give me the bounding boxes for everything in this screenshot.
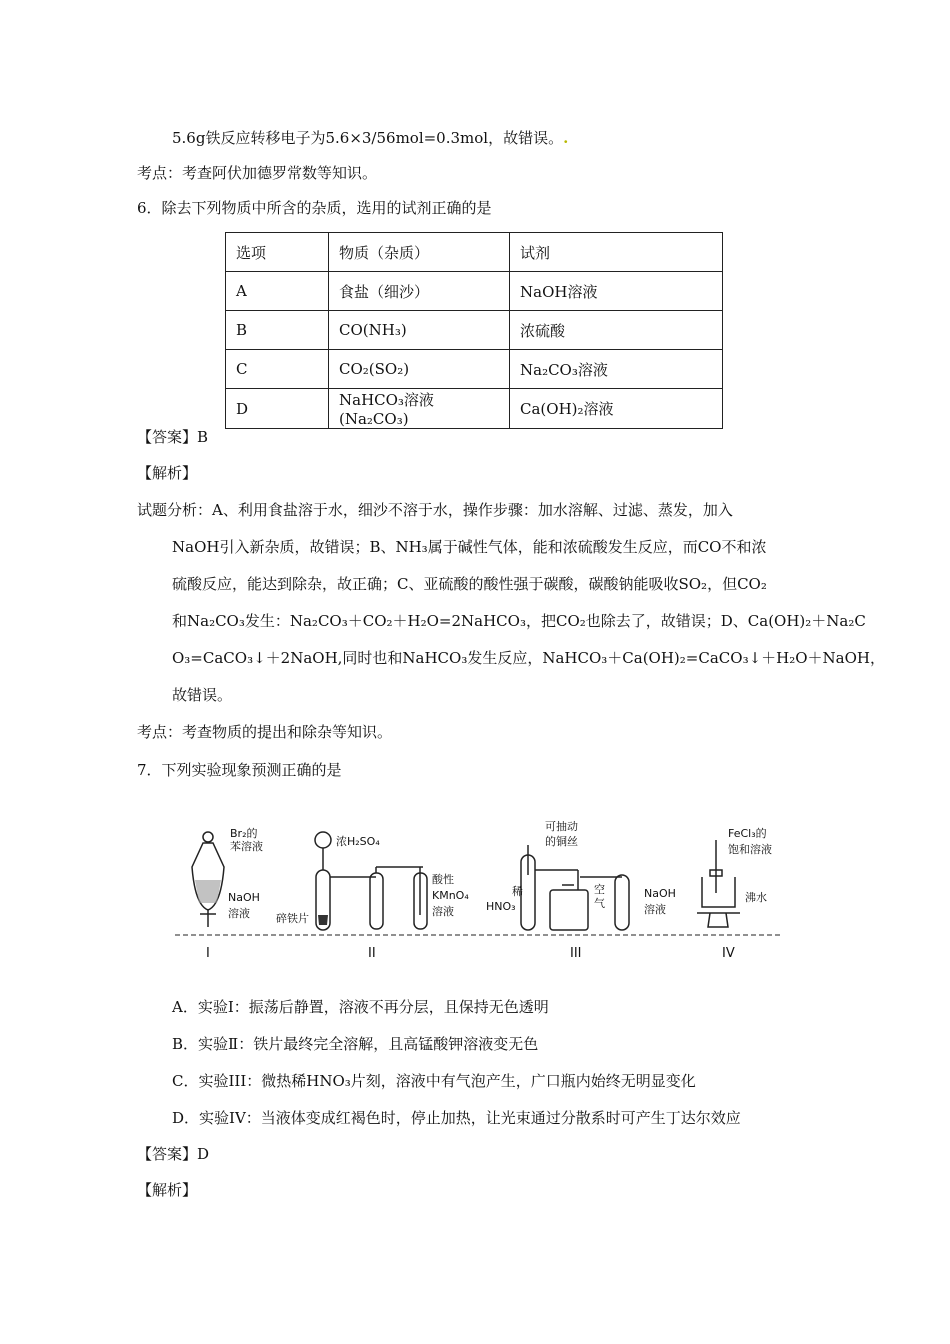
q6-analysis-line: NaOH引入新杂质，故错误；B、NH₃属于碱性气体，能和浓硫酸发生反应，而CO不和浓 xyxy=(172,538,767,556)
q7-title: 7．下列实验现象预测正确的是 xyxy=(137,761,342,779)
fig-label: 饱和溶液 xyxy=(728,843,772,856)
q7-option-b: B．实验Ⅱ：铁片最终完全溶解，且高锰酸钾溶液变无色 xyxy=(172,1035,539,1053)
q7-answer: 【答案】D xyxy=(137,1145,210,1163)
table-cell: Na₂CO₃溶液 xyxy=(510,350,723,389)
table-row xyxy=(226,272,723,311)
fig-label: II xyxy=(368,946,376,961)
fig-label: III xyxy=(570,946,582,961)
table-cell: CO₂(SO₂) xyxy=(329,350,510,389)
fig-label: KMnO₄ xyxy=(432,889,469,902)
fig-label: HNO₃ xyxy=(486,900,516,913)
fig-label: 苯溶液 xyxy=(230,840,263,853)
table-cell: 食盐（细沙） xyxy=(329,272,510,311)
table-cell: NaHCO₃溶液(Na₂CO₃) xyxy=(329,389,510,429)
text-line: 5.6g铁反应转移电子为5.6×3/56mol=0.3mol，故错误。. xyxy=(172,129,569,147)
table-cell: A xyxy=(226,272,329,311)
table-cell: Ca(OH)₂溶液 xyxy=(510,389,723,429)
fig-label: I xyxy=(206,946,210,961)
fig-label: 溶液 xyxy=(228,907,250,920)
fig-label: 稀 xyxy=(512,885,523,898)
stray-mark: . xyxy=(563,129,569,147)
table-cell: 浓硫酸 xyxy=(510,311,723,350)
table-cell: B xyxy=(226,311,329,350)
fig-label: 可抽动 xyxy=(545,820,578,833)
q6-analysis-line: 故错误。 xyxy=(172,686,233,704)
table-cell: NaOH溶液 xyxy=(510,272,723,311)
q6-title: 6．除去下列物质中所含的杂质，选用的试剂正确的是 xyxy=(137,199,492,217)
table-cell: C xyxy=(226,350,329,389)
table-header-row xyxy=(226,233,723,272)
fig-label: NaOH xyxy=(644,887,676,900)
q7-option-c: C．实验III：微热稀HNO₃片刻，溶液中有气泡产生，广口瓶内始终无明显变化 xyxy=(172,1072,696,1090)
q7-experiment-figure xyxy=(170,815,790,965)
q6-answer: 【答案】B xyxy=(137,428,209,446)
fig-label: 碎铁片 xyxy=(276,912,309,925)
fig-label: Br₂的 xyxy=(230,827,258,840)
q6-analysis-line: 和Na₂CO₃发生：Na₂CO₃＋CO₂＋H₂O=2NaHCO₃，把CO₂也除去了，故错误；D、Ca(OH)₂＋Na₂C xyxy=(172,612,866,630)
q6-analysis-label: 【解析】 xyxy=(137,464,198,482)
fig-label: 溶液 xyxy=(644,903,666,916)
table-row xyxy=(226,350,723,389)
fig-label: 酸性 xyxy=(432,873,454,886)
q7-analysis-label: 【解析】 xyxy=(137,1181,198,1199)
fig-label: 沸水 xyxy=(745,891,767,904)
table-cell: D xyxy=(226,389,329,429)
fig-label: 的铜丝 xyxy=(545,835,578,848)
table-row xyxy=(226,311,723,350)
fig-label: 浓H₂SO₄ xyxy=(336,835,380,848)
table-row xyxy=(226,389,723,429)
table-header-cell: 试剂 xyxy=(510,233,723,272)
fig-label: 空 xyxy=(594,883,605,896)
kaodian-q6: 考点：考查物质的提出和除杂等知识。 xyxy=(137,723,393,741)
fig-label: 气 xyxy=(594,897,605,910)
q7-option-d: D．实验IV：当液体变成红褐色时，停止加热，让光束通过分散系时可产生丁达尔效应 xyxy=(172,1109,741,1127)
fig-label: NaOH xyxy=(228,891,260,904)
q6-analysis-line: O₃=CaCO₃↓＋2NaOH,同时也和NaHCO₃发生反应，NaHCO₃＋Ca(OH)₂=CaCO₃↓＋H₂O＋NaOH， xyxy=(172,649,885,667)
fig-label: 溶液 xyxy=(432,905,454,918)
q6-analysis-line: 硫酸反应，能达到除杂，故正确；C、亚硫酸的酸性强于碳酸，碳酸钠能吸收SO₂，但CO₂ xyxy=(172,575,767,593)
fig-label: FeCl₃的 xyxy=(728,827,767,840)
kaodian-q5: 考点：考查阿伏加德罗常数等知识。 xyxy=(137,164,378,182)
fig-label: IV xyxy=(722,946,735,961)
q6-analysis-line: 试题分析：A、利用食盐溶于水，细沙不溶于水，操作步骤：加水溶解、过滤、蒸发，加入 xyxy=(137,501,733,519)
q7-option-a: A．实验Ⅰ：振荡后静置，溶液不再分层，且保持无色透明 xyxy=(172,998,549,1016)
table-header-cell: 选项 xyxy=(226,233,329,272)
table-header-cell: 物质（杂质） xyxy=(329,233,510,272)
q6-table xyxy=(225,232,723,429)
table-cell: CO(NH₃) xyxy=(329,311,510,350)
